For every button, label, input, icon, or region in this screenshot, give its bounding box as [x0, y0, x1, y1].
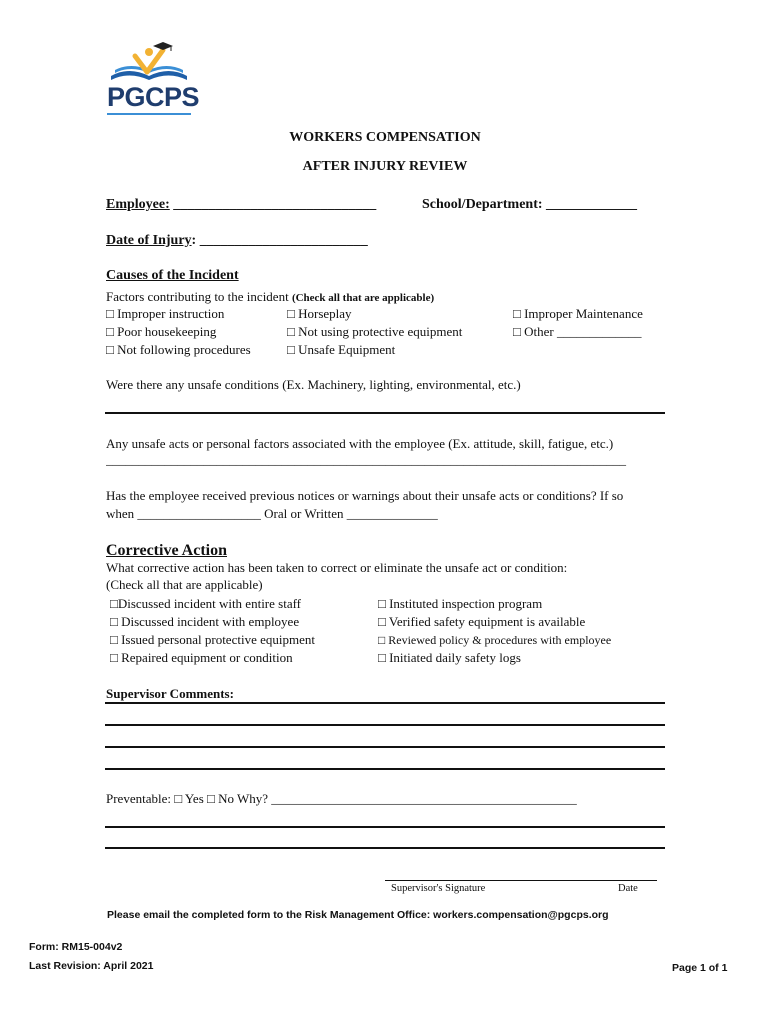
supervisor-signature-label: Supervisor's Signature: [391, 883, 486, 894]
employee-label: Employee:: [106, 197, 170, 212]
logo-text: PGCPS: [107, 82, 200, 112]
causes-option-unsafe-equipment[interactable]: □ Unsafe Equipment: [287, 342, 396, 357]
causes-option-improper-maintenance[interactable]: □ Improper Maintenance: [513, 306, 643, 321]
corrective-option-discussed-employee[interactable]: □ Discussed incident with employee: [110, 614, 300, 629]
school-department-field[interactable]: [422, 197, 637, 213]
pgcps-logo: [105, 42, 200, 114]
causes-option-poor-housekeeping[interactable]: □ Poor housekeeping: [106, 324, 217, 339]
causes-option-not-following-procedures[interactable]: □ Not following procedures: [106, 342, 251, 357]
causes-option-horseplay[interactable]: □ Horseplay: [287, 306, 352, 321]
form-title-line2: AFTER INJURY REVIEW: [302, 159, 468, 174]
causes-heading: Causes of the Incident: [106, 268, 239, 283]
school-department-label: School/Department:: [422, 197, 543, 212]
causes-intro: Factors contributing to the incident (Check all that are applicable): [106, 289, 435, 304]
form-number: Form: RM15-004v2: [29, 941, 123, 953]
corrective-option-verified-safety-equipment[interactable]: □ Verified safety equipment is available: [378, 614, 586, 629]
employee-field[interactable]: [106, 197, 376, 213]
preventable-why-line-2[interactable]: [105, 847, 665, 849]
corrective-option-daily-safety-logs[interactable]: □ Initiated daily safety logs: [378, 650, 521, 665]
corrective-action-heading: Corrective Action: [106, 542, 227, 559]
date-of-injury-label: Date of Injury: [106, 233, 192, 248]
causes-intro-note: (Check all that are applicable): [291, 292, 435, 304]
unsafe-acts-question: Any unsafe acts or personal factors associated with the employee (Ex. attitude, skill, fatigue, etc.): [106, 436, 614, 451]
supervisor-comments-line-4[interactable]: [105, 768, 665, 770]
previous-notices-question: Has the employee received previous notices or warnings about their unsafe acts or conditions? If so: [106, 488, 624, 503]
employee-blank[interactable]: _____________________________: [173, 197, 377, 212]
corrective-option-repaired-equipment[interactable]: □ Repaired equipment or condition: [110, 650, 293, 665]
previous-notices-when-line[interactable]: when ___________________ Oral or Written ______________: [106, 506, 438, 521]
corrective-option-reviewed-policy[interactable]: □ Reviewed policy & procedures with employee: [378, 633, 612, 647]
causes-option-other[interactable]: □ Other _____________: [513, 324, 642, 339]
last-revision: Last Revision: April 2021: [29, 960, 154, 972]
logo-underline: [107, 113, 191, 115]
supervisor-comments-line-1[interactable]: [105, 702, 665, 704]
supervisor-comments-label: Supervisor Comments:: [106, 686, 234, 701]
causes-option-not-using-protective-equipment[interactable]: □ Not using protective equipment: [287, 324, 463, 339]
date-of-injury-field[interactable]: Date of Injury: ________________________: [106, 233, 368, 248]
supervisor-comments-line-2[interactable]: [105, 724, 665, 726]
corrective-action-question: What corrective action has been taken to correct or eliminate the unsafe act or condition:: [106, 560, 568, 575]
email-instruction: Please email the completed form to the Risk Management Office: workers.compensation@pgcps.org: [107, 909, 609, 921]
date-label: Date: [618, 883, 638, 894]
corrective-option-discussed-entire-staff[interactable]: □Discussed incident with entire staff: [110, 596, 302, 611]
unsafe-conditions-answer-line[interactable]: [105, 412, 665, 414]
preventable-question[interactable]: Preventable: □ Yes □ No Why? _______________________________________________: [106, 791, 577, 806]
corrective-option-instituted-inspection[interactable]: □ Instituted inspection program: [378, 596, 543, 611]
preventable-why-line-1[interactable]: [105, 826, 665, 828]
page-number: Page 1 of 1: [672, 962, 728, 974]
date-of-injury-blank[interactable]: ________________________: [196, 233, 368, 248]
signature-line[interactable]: [385, 880, 657, 881]
causes-option-improper-instruction[interactable]: □ Improper instruction: [106, 306, 225, 321]
corrective-option-issued-ppe[interactable]: □ Issued personal protective equipment: [110, 632, 315, 647]
form-title-line1: WORKERS COMPENSATION: [289, 130, 481, 145]
supervisor-comments-line-3[interactable]: [105, 746, 665, 748]
corrective-action-note: (Check all that are applicable): [106, 577, 263, 592]
school-department-blank[interactable]: _____________: [546, 197, 638, 212]
unsafe-acts-answer-line[interactable]: ________________________________________________________________________________: [106, 452, 626, 467]
unsafe-conditions-question: Were there any unsafe conditions (Ex. Machinery, lighting, environmental, etc.): [106, 377, 521, 392]
